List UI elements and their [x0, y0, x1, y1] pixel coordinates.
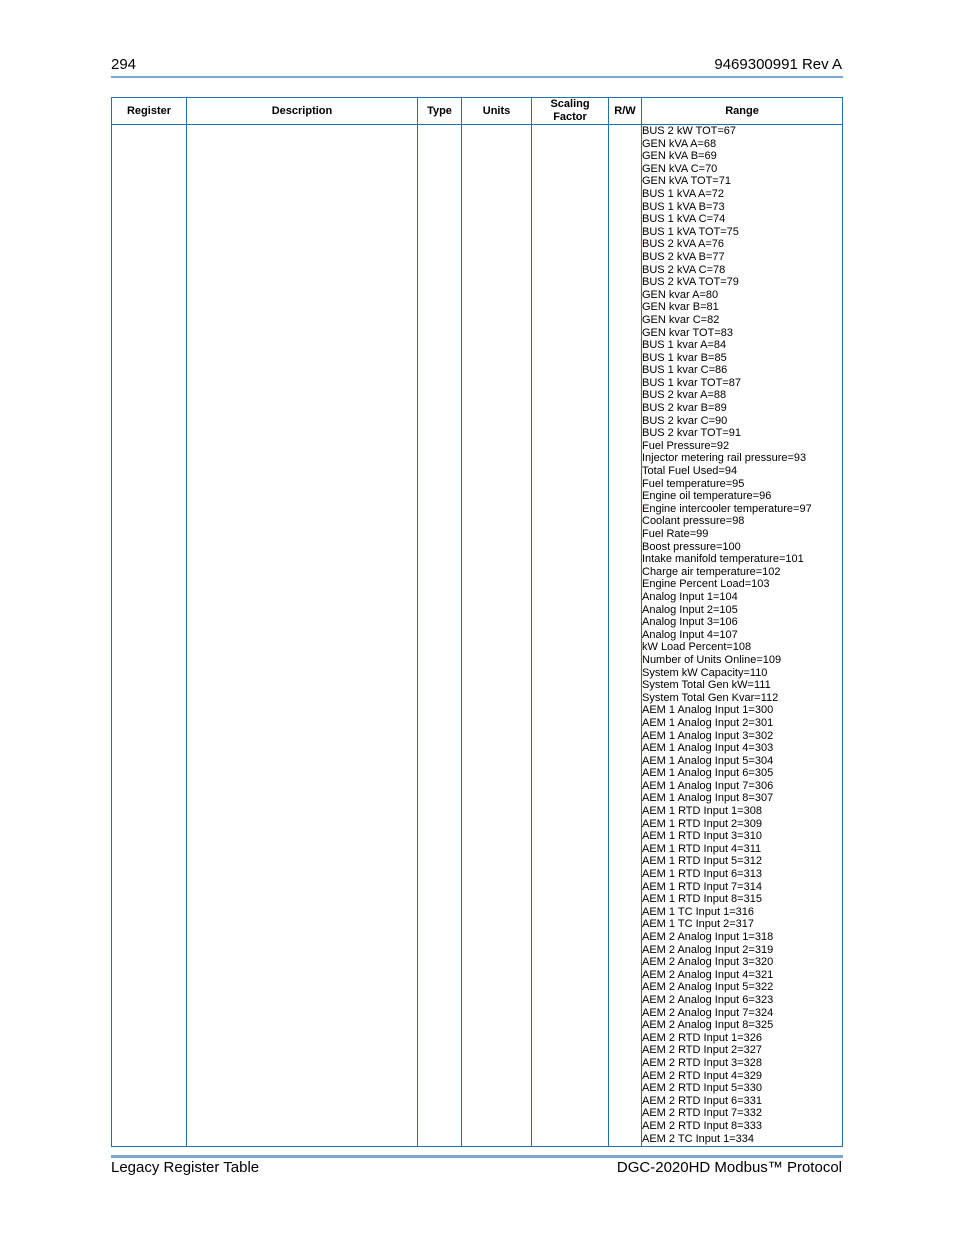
- range-value: GEN kvar B=81: [642, 301, 719, 314]
- range-value: BUS 1 kVA TOT=75: [642, 225, 739, 238]
- col-header-units: Units: [462, 98, 532, 125]
- range-value: Coolant pressure=98: [642, 515, 745, 528]
- range-value: BUS 2 kVA TOT=79: [642, 276, 739, 289]
- range-value: AEM 2 TC Input 1=334: [642, 1132, 755, 1145]
- range-value: BUS 1 kVA C=74: [642, 213, 726, 226]
- range-value: BUS 1 kVA B=73: [642, 200, 725, 213]
- col-header-type: Type: [418, 98, 462, 125]
- range-value: Boost pressure=100: [642, 540, 741, 553]
- range-value: AEM 2 Analog Input 7=324: [642, 1006, 774, 1019]
- range-value: AEM 2 Analog Input 8=325: [642, 1019, 774, 1032]
- range-value: AEM 2 Analog Input 2=319: [642, 943, 774, 956]
- range-value: BUS 2 kVA A=76: [642, 238, 725, 251]
- range-value: AEM 1 Analog Input 3=302: [642, 729, 774, 742]
- range-value: AEM 1 Analog Input 1=300: [642, 704, 774, 717]
- range-value: GEN kvar A=80: [642, 288, 719, 301]
- range-value: AEM 1 RTD Input 8=315: [642, 893, 762, 906]
- range-value: AEM 1 RTD Input 2=309: [642, 817, 762, 830]
- range-value: AEM 1 RTD Input 6=313: [642, 868, 762, 881]
- range-value: GEN kvar C=82: [642, 313, 720, 326]
- range-value: AEM 2 RTD Input 3=328: [642, 1056, 762, 1069]
- col-header-register: Register: [112, 98, 187, 125]
- range-value: AEM 1 RTD Input 3=310: [642, 830, 762, 843]
- register-cell: [112, 125, 187, 1147]
- range-value: Fuel temperature=95: [642, 477, 745, 490]
- range-value: Total Fuel Used=94: [642, 465, 738, 478]
- col-header-scaling-factor: Scaling Factor: [532, 98, 609, 125]
- range-value: BUS 2 kvar A=88: [642, 389, 727, 402]
- rw-cell: [609, 125, 642, 1147]
- range-value: AEM 1 RTD Input 1=308: [642, 805, 762, 818]
- range-value: BUS 2 kW TOT=67: [642, 125, 737, 137]
- product-title: DGC-2020HD Modbus™ Protocol: [616, 1159, 842, 1176]
- range-value: AEM 1 Analog Input 4=303: [642, 742, 774, 755]
- range-value: AEM 1 TC Input 1=316: [642, 905, 755, 918]
- range-value: AEM 2 RTD Input 5=330: [642, 1082, 762, 1095]
- range-value: GEN kVA B=69: [642, 150, 717, 163]
- range-value: AEM 2 Analog Input 1=318: [642, 931, 774, 943]
- range-value: AEM 1 RTD Input 7=314: [642, 880, 762, 893]
- range-value: AEM 1 Analog Input 7=306: [642, 779, 774, 792]
- range-value: Intake manifold temperature=101: [642, 553, 804, 566]
- range-value: Analog Input 4=107: [642, 628, 738, 641]
- range-value: Analog Input 1=104: [642, 590, 738, 603]
- range-value: Injector metering rail pressure=93: [642, 452, 807, 465]
- col-header-description: Description: [187, 98, 418, 125]
- footer-rule: [111, 1155, 843, 1158]
- col-header-range: Range: [642, 98, 843, 125]
- range-value: kW Load Percent=108: [642, 641, 752, 654]
- range-value: System kW Capacity=110: [642, 666, 768, 679]
- range-value: AEM 2 Analog Input 3=320: [642, 956, 774, 969]
- range-value: BUS 2 kvar C=90: [642, 414, 728, 427]
- register-table: [111, 97, 843, 1147]
- range-value: System Total Gen Kvar=112: [642, 691, 779, 704]
- range-value: BUS 2 kVA B=77: [642, 250, 725, 263]
- range-value: AEM 2 RTD Input 1=326: [642, 1031, 762, 1044]
- range-value: BUS 1 kvar TOT=87: [642, 376, 741, 389]
- range-value: AEM 2 RTD Input 6=331: [642, 1094, 762, 1107]
- range-value: AEM 1 Analog Input 8=307: [642, 792, 774, 805]
- range-value: BUS 1 kvar A=84: [642, 339, 727, 352]
- range-value: Engine intercooler temperature=97: [642, 502, 812, 515]
- range-value: GEN kVA C=70: [642, 162, 718, 175]
- document-id: 9469300991 Rev A: [714, 56, 842, 73]
- range-value: AEM 1 RTD Input 4=311: [642, 842, 762, 855]
- section-title: Legacy Register Table: [111, 1159, 260, 1176]
- range-value: AEM 1 TC Input 2=317: [642, 918, 755, 931]
- col-header-rw: R/W: [609, 98, 642, 125]
- range-value: Engine Percent Load=103: [642, 578, 770, 591]
- range-value: Charge air temperature=102: [642, 565, 781, 578]
- range-value: BUS 2 kvar B=89: [642, 402, 727, 415]
- range-value: AEM 1 Analog Input 6=305: [642, 767, 774, 780]
- range-value: BUS 1 kVA A=72: [642, 187, 725, 200]
- page-number: 294: [111, 56, 137, 73]
- range-value: AEM 2 Analog Input 6=323: [642, 993, 774, 1006]
- range-cell: [642, 125, 843, 1147]
- range-value: AEM 2 Analog Input 5=322: [642, 981, 774, 994]
- units-cell: [462, 125, 532, 1147]
- range-value: AEM 2 RTD Input 7=332: [642, 1107, 762, 1120]
- range-value: BUS 1 kvar C=86: [642, 364, 728, 377]
- range-value: Analog Input 2=105: [642, 603, 738, 616]
- range-value: AEM 1 Analog Input 2=301: [642, 716, 774, 729]
- range-value: Engine oil temperature=96: [642, 490, 772, 503]
- range-value: GEN kVA TOT=71: [642, 175, 731, 188]
- range-value: AEM 2 RTD Input 4=329: [642, 1069, 762, 1082]
- range-value: System Total Gen kW=111: [642, 679, 771, 692]
- range-value: Fuel Rate=99: [642, 528, 709, 540]
- range-value: BUS 2 kvar TOT=91: [642, 427, 741, 440]
- range-value: AEM 2 RTD Input 2=327: [642, 1044, 762, 1057]
- range-value: GEN kVA A=68: [642, 137, 717, 150]
- range-value: Number of Units Online=109: [642, 653, 782, 666]
- range-value: AEM 2 Analog Input 4=321: [642, 968, 774, 981]
- table-header-row: [112, 98, 843, 125]
- range-value: AEM 2 RTD Input 8=333: [642, 1119, 762, 1132]
- range-value: Analog Input 3=106: [642, 616, 738, 629]
- table-row: [112, 125, 843, 1147]
- description-cell: [187, 125, 418, 1147]
- scaling-factor-cell: [532, 125, 609, 1147]
- range-value: GEN kvar TOT=83: [642, 326, 733, 339]
- header-rule: [111, 76, 843, 78]
- range-value: BUS 1 kvar B=85: [642, 351, 727, 364]
- range-value: BUS 2 kVA C=78: [642, 263, 726, 276]
- range-value: Fuel Pressure=92: [642, 439, 730, 452]
- range-value: AEM 1 RTD Input 5=312: [642, 855, 762, 868]
- type-cell: [418, 125, 462, 1147]
- range-value: AEM 1 Analog Input 5=304: [642, 754, 774, 767]
